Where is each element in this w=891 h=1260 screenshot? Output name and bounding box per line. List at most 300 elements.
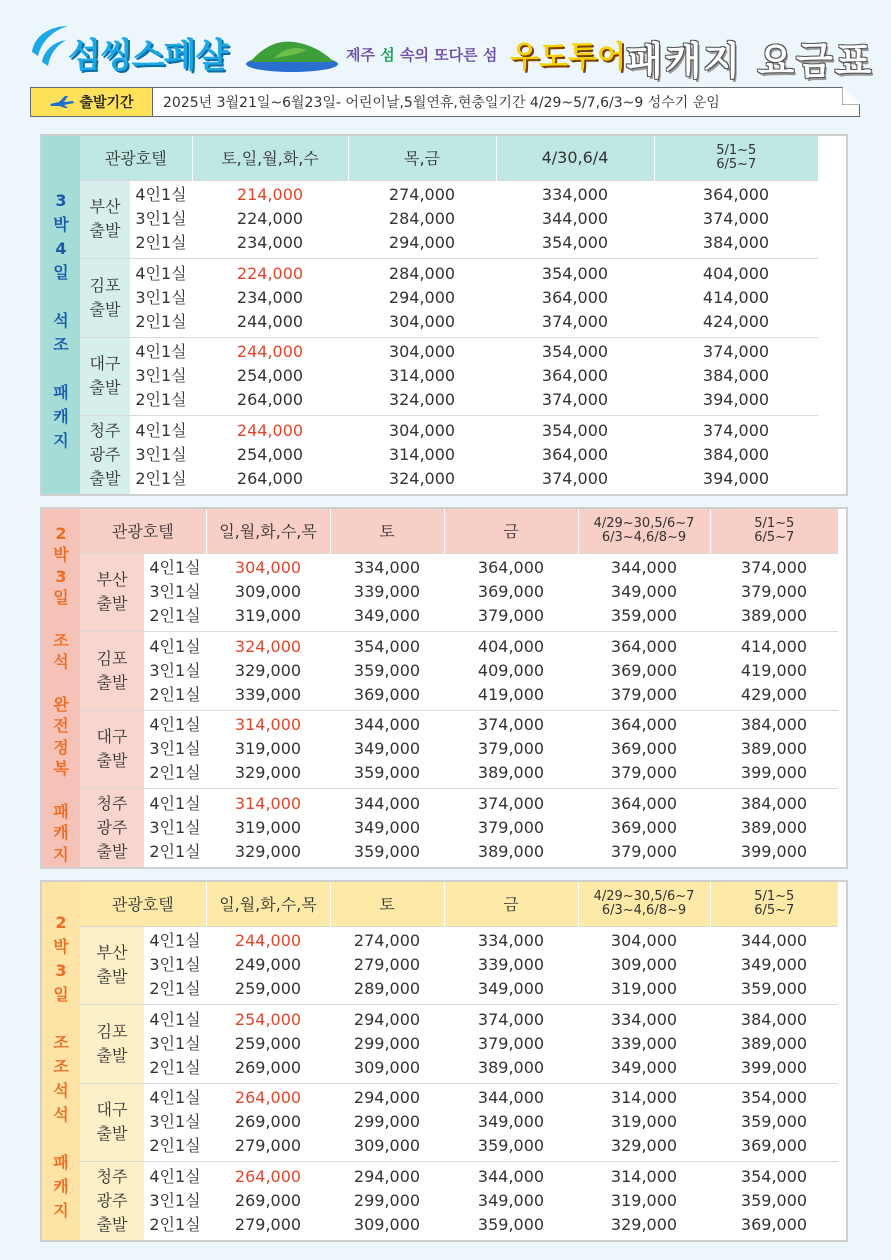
price: 359,000 (740, 1191, 808, 1210)
price: 224,000 (236, 209, 304, 229)
period-label: 출발기간 (79, 95, 134, 111)
price: 394,000 (702, 469, 770, 488)
package-label-char: 2 (55, 524, 67, 543)
room-type: 2인1실 (149, 1215, 201, 1234)
price: 349,000 (740, 955, 808, 975)
package-label-char: 일 (53, 588, 69, 608)
departure-city: 부산 출발 (80, 180, 130, 259)
package-label-char: 일 (53, 985, 69, 1004)
price-cell (330, 1162, 444, 1241)
package-label-char: 3 (55, 191, 67, 210)
room-type: 3인1실 (135, 445, 187, 464)
departure-city: 부산 출발 (80, 926, 144, 1005)
package-label-char (58, 609, 64, 630)
price: 359,000 (610, 606, 678, 626)
package-label-char (58, 285, 64, 309)
price: 319,000 (610, 1112, 678, 1132)
room-type: 3인1실 (149, 660, 201, 680)
price: 354,000 (353, 636, 421, 656)
price: 414,000 (740, 636, 808, 656)
price: 384,000 (740, 1009, 808, 1029)
period-badge (31, 88, 153, 116)
room-type: 4인1실 (149, 1088, 201, 1108)
swoosh-logo-icon (26, 22, 72, 72)
lowest-price: 314,000 (234, 715, 302, 735)
price: 384,000 (740, 715, 808, 735)
departure-period-box (30, 87, 860, 117)
price: 304,000 (388, 311, 456, 331)
price-cell (710, 553, 838, 632)
lowest-price: 254,000 (234, 1009, 302, 1029)
lowest-price: 264,000 (234, 1088, 302, 1108)
price: 364,000 (610, 794, 678, 813)
price: 319,000 (234, 739, 302, 759)
lowest-price: 304,000 (234, 558, 302, 578)
room-type: 2인1실 (149, 979, 201, 999)
price: 364,000 (541, 366, 609, 386)
price: 389,000 (477, 1057, 545, 1077)
room-type: 3인1실 (135, 366, 187, 386)
package-label-char (58, 357, 64, 381)
price: 344,000 (541, 209, 609, 229)
price-cell (578, 789, 710, 868)
table-row (80, 926, 838, 1005)
room-type: 3인1실 (149, 955, 201, 975)
header-row (80, 509, 838, 553)
price: 374,000 (477, 794, 545, 813)
room-type: 4인1실 (149, 715, 201, 735)
price: 259,000 (234, 979, 302, 999)
price: 294,000 (353, 1167, 421, 1186)
price: 384,000 (702, 233, 770, 253)
price: 329,000 (234, 763, 302, 783)
price: 384,000 (740, 794, 808, 813)
departure-city: 청주 광주 출발 (80, 416, 130, 495)
package-label-char: 지 (53, 431, 69, 450)
hotel-header: 관광호텔 (80, 509, 206, 553)
package-label-char: 4 (55, 239, 67, 258)
room-type: 4인1실 (135, 342, 187, 362)
price: 394,000 (702, 390, 770, 410)
price-cell (192, 416, 348, 495)
package-label-char: 패 (53, 1153, 69, 1172)
column-header: 금 (444, 509, 578, 553)
departure-city: 청주 광주 출발 (80, 789, 144, 868)
package-label-char (58, 673, 64, 694)
room-type: 2인1실 (149, 1057, 201, 1077)
room-type: 4인1실 (149, 558, 201, 578)
price-cell (206, 1083, 330, 1162)
room-type: 4인1실 (135, 421, 187, 440)
price: 374,000 (541, 469, 609, 488)
table-row (80, 789, 838, 868)
price: 344,000 (477, 1167, 545, 1186)
price: 374,000 (477, 715, 545, 735)
room-type: 3인1실 (135, 287, 187, 307)
price-cell (206, 553, 330, 632)
room-type: 2인1실 (135, 233, 187, 253)
package-label-char: 박 (53, 937, 69, 956)
lowest-price: 244,000 (236, 421, 304, 440)
slogan-suffix: 또다른 섬 (434, 46, 498, 64)
room-types (144, 789, 206, 868)
price-cell (444, 1005, 578, 1084)
price: 364,000 (610, 715, 678, 735)
price: 234,000 (236, 233, 304, 253)
fare-panel-3 (40, 880, 848, 1242)
price: 349,000 (477, 1191, 545, 1210)
price: 344,000 (610, 558, 678, 578)
column-header: 4/30,6/4 (496, 136, 654, 180)
price: 334,000 (610, 1009, 678, 1029)
price: 309,000 (234, 582, 302, 602)
price: 404,000 (477, 636, 545, 656)
price: 399,000 (740, 842, 808, 861)
price: 329,000 (610, 1136, 678, 1156)
price-cell (710, 926, 838, 1005)
table-row (80, 180, 818, 259)
price: 359,000 (740, 1112, 808, 1132)
price: 329,000 (610, 1215, 678, 1234)
price: 384,000 (702, 366, 770, 386)
room-type: 2인1실 (149, 1136, 201, 1156)
room-types (144, 710, 206, 789)
lowest-price: 264,000 (234, 1167, 302, 1186)
room-types (144, 1005, 206, 1084)
room-types (130, 337, 192, 416)
package-label-char: 완 (53, 695, 69, 714)
package-label (42, 136, 80, 494)
price: 314,000 (610, 1088, 678, 1108)
price: 349,000 (353, 739, 421, 759)
slogan-prefix: 제주 (346, 46, 375, 64)
room-type: 3인1실 (135, 209, 187, 229)
price-cell (444, 1083, 578, 1162)
price-cell (444, 553, 578, 632)
room-type: 2인1실 (135, 469, 187, 488)
lowest-price: 314,000 (234, 794, 302, 813)
price: 419,000 (740, 660, 808, 680)
price: 389,000 (477, 842, 545, 861)
price: 359,000 (740, 979, 808, 999)
package-label-char: 캐 (53, 407, 69, 426)
package-label-char: 3 (55, 566, 67, 586)
price: 389,000 (477, 763, 545, 783)
price: 249,000 (234, 955, 302, 975)
package-label-char: 조 (53, 1057, 69, 1076)
package-label-char: 캐 (53, 823, 69, 843)
brand-name: 섬씽스페샬 (68, 36, 228, 76)
price-cell (496, 259, 654, 338)
island-icon (244, 34, 340, 74)
price: 279,000 (353, 955, 421, 975)
price-cell (710, 1162, 838, 1241)
price: 284,000 (388, 209, 456, 229)
package-label-char: 패 (53, 383, 69, 402)
room-type: 2인1실 (149, 684, 201, 704)
price: 349,000 (610, 582, 678, 602)
price: 299,000 (353, 1033, 421, 1053)
price: 304,000 (388, 421, 456, 440)
price: 374,000 (541, 311, 609, 331)
price-cell (192, 337, 348, 416)
price: 324,000 (388, 469, 456, 488)
package-label-char: 석 (53, 1081, 69, 1100)
departure-city: 김포 출발 (80, 259, 130, 338)
table-row (80, 416, 818, 495)
room-types (130, 259, 192, 338)
price: 309,000 (353, 1057, 421, 1077)
room-type: 3인1실 (149, 739, 201, 759)
price-cell (206, 632, 330, 711)
page-corner-icon (842, 87, 860, 105)
price: 369,000 (610, 818, 678, 837)
price-cell (578, 1005, 710, 1084)
price: 279,000 (234, 1215, 302, 1234)
price: 344,000 (477, 1088, 545, 1108)
room-type: 3인1실 (149, 1191, 201, 1210)
fare-table (80, 136, 818, 494)
table-row (80, 1162, 838, 1241)
price: 359,000 (477, 1215, 545, 1234)
table-row (80, 710, 838, 789)
price-cell (330, 553, 444, 632)
price: 369,000 (740, 1136, 808, 1156)
package-label-char (58, 1007, 64, 1031)
price-cell (348, 337, 496, 416)
room-type: 2인1실 (135, 390, 187, 410)
room-type: 2인1실 (149, 842, 201, 861)
room-type: 2인1실 (135, 311, 187, 331)
price-cell (578, 1162, 710, 1241)
price: 364,000 (702, 185, 770, 205)
room-type: 2인1실 (149, 606, 201, 626)
hotel-header: 관광호텔 (80, 136, 192, 180)
price-cell (654, 180, 818, 259)
price-cell (710, 1083, 838, 1162)
price: 404,000 (702, 263, 770, 283)
package-label-char: 지 (53, 1201, 69, 1220)
room-type: 2인1실 (149, 763, 201, 783)
package-label-char: 3 (55, 961, 67, 980)
price: 254,000 (236, 445, 304, 464)
price-cell (578, 1083, 710, 1162)
package-label-char: 석 (53, 652, 69, 672)
room-type: 3인1실 (149, 1033, 201, 1053)
price: 309,000 (353, 1215, 421, 1234)
price: 334,000 (541, 185, 609, 205)
price: 314,000 (388, 366, 456, 386)
package-label-char: 조 (53, 1033, 69, 1052)
page-title: 패캐지 요금표 (626, 39, 874, 83)
table-row (80, 632, 838, 711)
room-types (144, 1162, 206, 1241)
period-text: 2025년 3월21일~6월23일- 어린이날,5월연휴,현충일기간 4/29~5/7,6/3~9 성수기 운임 (163, 95, 720, 111)
lowest-price: 224,000 (236, 263, 304, 283)
price: 354,000 (541, 233, 609, 253)
departure-city: 부산 출발 (80, 553, 144, 632)
price: 429,000 (740, 684, 808, 704)
room-types (130, 180, 192, 259)
price: 339,000 (477, 955, 545, 975)
price: 329,000 (234, 660, 302, 680)
price-cell (206, 926, 330, 1005)
price: 264,000 (236, 469, 304, 488)
price: 339,000 (610, 1033, 678, 1053)
price-cell (578, 926, 710, 1005)
price: 284,000 (388, 263, 456, 283)
price: 304,000 (610, 931, 678, 951)
price: 319,000 (610, 1191, 678, 1210)
slogan-highlight: 섬 (380, 46, 395, 64)
price: 389,000 (740, 818, 808, 837)
price: 349,000 (477, 979, 545, 999)
price: 364,000 (541, 287, 609, 307)
package-label-char: 조 (53, 335, 69, 354)
price-cell (330, 632, 444, 711)
price-cell (192, 259, 348, 338)
table-row (80, 1005, 838, 1084)
departure-city: 김포 출발 (80, 1005, 144, 1084)
price-cell (348, 180, 496, 259)
price-cell (654, 337, 818, 416)
price-cell (192, 180, 348, 259)
price: 369,000 (740, 1215, 808, 1234)
price: 269,000 (234, 1112, 302, 1132)
price: 364,000 (477, 558, 545, 578)
column-header: 5/1~5 6/5~7 (710, 882, 838, 926)
price: 269,000 (234, 1057, 302, 1077)
price: 369,000 (353, 684, 421, 704)
room-type: 4인1실 (135, 263, 187, 283)
price-cell (206, 1162, 330, 1241)
price: 299,000 (353, 1112, 421, 1132)
price-cell (710, 710, 838, 789)
price: 374,000 (477, 1009, 545, 1029)
price: 369,000 (477, 582, 545, 602)
package-label (42, 509, 80, 867)
package-label-char: 2 (55, 913, 67, 932)
fare-panel-1 (40, 134, 848, 496)
price: 379,000 (610, 842, 678, 861)
package-label-char: 전 (53, 716, 69, 736)
price: 309,000 (353, 1136, 421, 1156)
table-row (80, 259, 818, 338)
price-cell (496, 416, 654, 495)
price: 359,000 (353, 763, 421, 783)
price: 364,000 (541, 445, 609, 464)
price: 319,000 (610, 979, 678, 999)
price-cell (654, 259, 818, 338)
hotel-header: 관광호텔 (80, 882, 206, 926)
lowest-price: 244,000 (234, 931, 302, 951)
column-header: 토,일,월,화,수 (192, 136, 348, 180)
price: 374,000 (702, 342, 770, 362)
price: 389,000 (740, 1033, 808, 1053)
price: 274,000 (388, 185, 456, 205)
package-label-char: 지 (53, 844, 69, 864)
price: 364,000 (610, 636, 678, 656)
departure-city: 대구 출발 (80, 337, 130, 416)
price-cell (444, 926, 578, 1005)
price-cell (348, 259, 496, 338)
price: 389,000 (740, 739, 808, 759)
room-type: 3인1실 (149, 1112, 201, 1132)
price: 294,000 (388, 233, 456, 253)
price-cell (348, 416, 496, 495)
price-cell (710, 632, 838, 711)
price: 339,000 (234, 684, 302, 704)
header-row (80, 882, 838, 926)
price: 244,000 (236, 311, 304, 331)
price-cell (330, 710, 444, 789)
room-types (130, 416, 192, 495)
price: 344,000 (353, 794, 421, 813)
price-cell (330, 1005, 444, 1084)
price: 359,000 (477, 1136, 545, 1156)
package-label-char: 박 (53, 215, 69, 234)
table-row (80, 337, 818, 416)
price: 274,000 (353, 931, 421, 951)
price: 294,000 (388, 287, 456, 307)
price: 349,000 (353, 818, 421, 837)
price: 374,000 (740, 558, 808, 578)
column-header: 4/29~30,5/6~7 6/3~4,6/8~9 (578, 509, 710, 553)
room-type: 3인1실 (149, 582, 201, 602)
price-cell (206, 1005, 330, 1084)
price-cell (578, 632, 710, 711)
package-label-char (58, 1127, 64, 1151)
price: 334,000 (477, 931, 545, 951)
package-label-char: 석 (53, 1105, 69, 1124)
price-cell (578, 710, 710, 789)
price: 254,000 (236, 366, 304, 386)
price: 419,000 (477, 684, 545, 704)
room-type: 4인1실 (149, 931, 201, 951)
lowest-price: 324,000 (234, 636, 302, 656)
price: 339,000 (353, 582, 421, 602)
price: 319,000 (234, 818, 302, 837)
price: 374,000 (702, 421, 770, 440)
price-cell (710, 789, 838, 868)
room-type: 4인1실 (149, 1009, 201, 1029)
price: 359,000 (353, 660, 421, 680)
price: 344,000 (353, 715, 421, 735)
package-label-char: 패 (53, 801, 69, 821)
price-cell (444, 789, 578, 868)
price: 334,000 (353, 558, 421, 578)
price: 354,000 (541, 342, 609, 362)
price: 354,000 (740, 1167, 808, 1186)
price-cell (654, 416, 818, 495)
column-header: 일,월,화,수,목 (206, 882, 330, 926)
room-types (144, 1083, 206, 1162)
price: 379,000 (477, 739, 545, 759)
price: 314,000 (388, 445, 456, 464)
price: 399,000 (740, 1057, 808, 1077)
package-label-char: 박 (53, 545, 69, 565)
header-row (80, 136, 818, 180)
price: 379,000 (477, 606, 545, 626)
package-label-char: 석 (53, 311, 69, 330)
package-label (42, 882, 80, 1240)
column-header: 일,월,화,수,목 (206, 509, 330, 553)
room-types (144, 632, 206, 711)
package-label-char: 일 (53, 263, 69, 282)
price: 349,000 (610, 1057, 678, 1077)
slogan (346, 44, 497, 65)
fare-table (80, 882, 838, 1240)
